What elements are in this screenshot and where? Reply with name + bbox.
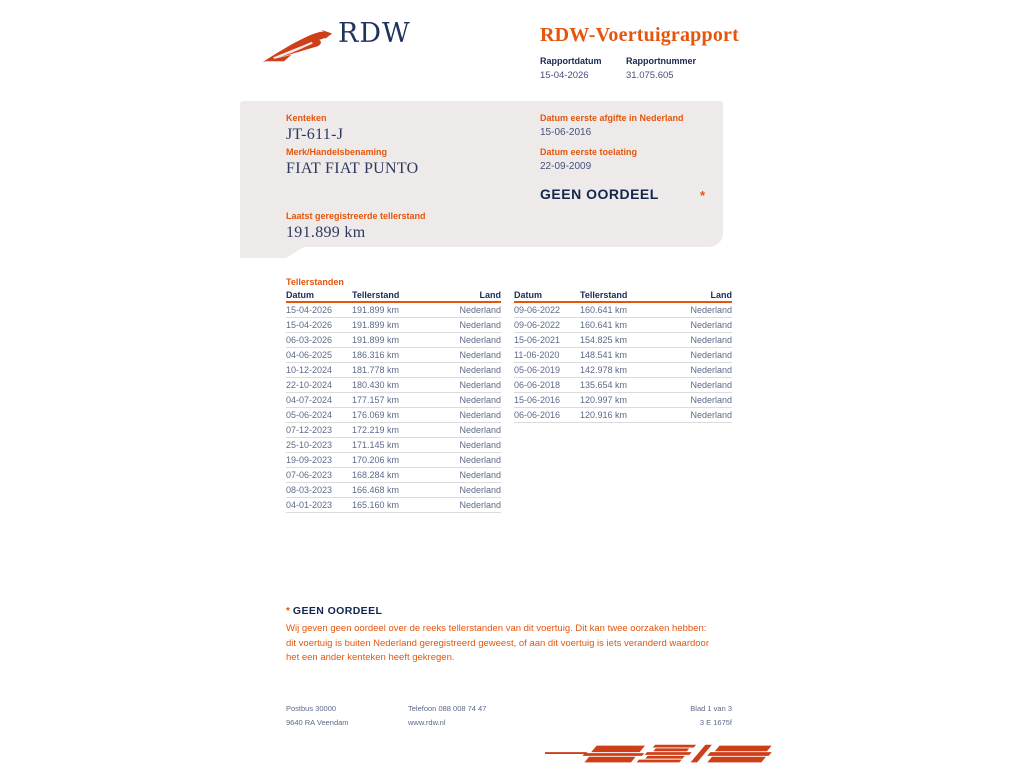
cell-tellerstand: 168.284 km [352,470,400,480]
cell-datum: 15-06-2016 [514,395,561,405]
cell-tellerstand: 160.641 km [580,305,628,315]
report-number [626,56,696,81]
geen-oordeel-footnote [286,605,710,666]
tellerstanden-table-left [286,290,501,513]
eerste-afgifte-label: Datum eerste afgifte in Nederland [540,113,684,123]
cell-land: Nederland [459,380,501,390]
footer-address-line1: Postbus 30000 [286,704,337,713]
column-header-datum: Datum [286,290,315,300]
tellerstanden-section-title: Tellerstanden [286,277,344,287]
footnote-title: GEEN OORDEEL [292,605,383,617]
cell-datum: 05-06-2024 [286,410,333,420]
cell-datum: 05-06-2019 [514,365,561,375]
cell-land: Nederland [690,335,732,345]
cell-land: Nederland [690,320,732,330]
tellerstanden-table-right [514,290,732,513]
table-row [286,318,501,333]
eerste-toelating-field [540,147,637,172]
oordeel-footnote-marker: * [700,188,706,203]
cell-tellerstand: 165.160 km [352,500,400,510]
merk-value: FIAT FIAT PUNTO [286,160,419,177]
cell-tellerstand: 191.899 km [352,320,400,330]
cell-land: Nederland [459,350,501,360]
table-row [286,333,501,348]
cell-datum: 06-03-2026 [286,335,333,345]
column-header-datum: Datum [514,290,543,300]
cell-land: Nederland [459,440,501,450]
table-row [514,378,732,393]
cell-land: Nederland [459,410,501,420]
table-row [514,303,732,318]
laatste-tellerstand-value: 191.899 km [286,224,366,241]
cell-datum: 15-04-2026 [286,320,333,330]
table-row [286,453,501,468]
table-header [514,290,732,303]
kenteken-field [286,113,343,144]
footnote-marker: * [286,606,290,617]
footer-website-link[interactable]: www.rdw.nl [408,718,446,727]
laatste-tellerstand-field [286,211,426,242]
table-row [286,483,501,498]
report-number-value: 31.075.605 [626,70,674,81]
cell-land: Nederland [690,350,732,360]
cell-tellerstand: 160.641 km [580,320,628,330]
cell-datum: 04-01-2023 [286,500,333,510]
cell-land: Nederland [459,485,501,495]
cell-tellerstand: 191.899 km [352,335,400,345]
cell-datum: 08-03-2023 [286,485,333,495]
cell-datum: 15-06-2021 [514,335,561,345]
kenteken-label: Kenteken [286,113,327,123]
table-row [514,363,732,378]
merk-label: Merk/Handelsbenaming [286,147,388,157]
rdw-logo [260,20,411,66]
cell-datum: 06-06-2018 [514,380,561,390]
cell-land: Nederland [459,425,501,435]
footer-address [286,702,349,730]
cell-tellerstand: 120.916 km [580,410,628,420]
cell-tellerstand: 154.825 km [580,335,628,345]
cell-tellerstand: 180.430 km [352,380,400,390]
cell-datum: 22-10-2024 [286,380,333,390]
cell-datum: 25-10-2023 [286,440,333,450]
table-row [286,348,501,363]
cell-land: Nederland [459,305,501,315]
table-row [286,498,501,513]
footer-form-code: 3 E 1675f [699,718,732,727]
rdw-logo-text: RDW [338,18,411,49]
cell-datum: 09-06-2022 [514,320,561,330]
cell-tellerstand: 172.219 km [352,425,400,435]
cell-datum: 10-12-2024 [286,365,333,375]
report-meta [540,56,696,81]
table-row [286,363,501,378]
oordeel-status: GEEN OORDEEL [540,186,659,202]
tellerstanden-tables [286,290,732,513]
cell-land: Nederland [690,395,732,405]
table-row [286,468,501,483]
cell-tellerstand: 170.206 km [352,455,400,465]
cell-datum: 19-09-2023 [286,455,333,465]
cell-tellerstand: 186.316 km [352,350,400,360]
cell-tellerstand: 171.145 km [352,440,400,450]
table-row [514,393,732,408]
cell-datum: 07-12-2023 [286,425,333,435]
cell-datum: 15-04-2026 [286,305,333,315]
table-row [286,438,501,453]
cell-land: Nederland [690,305,732,315]
cell-tellerstand: 120.997 km [580,395,628,405]
cell-datum: 09-06-2022 [514,305,561,315]
footer-page-number: Blad 1 van 3 [690,704,732,713]
table-row [286,393,501,408]
rdw-wing-icon [260,24,334,66]
cell-datum: 06-06-2016 [514,410,561,420]
report-number-label: Rapportnummer [626,56,697,66]
cell-tellerstand: 176.069 km [352,410,400,420]
cell-tellerstand: 142.978 km [580,365,628,375]
cell-datum: 11-06-2020 [514,350,560,360]
cell-tellerstand: 148.541 km [580,350,628,360]
report-date-value: 15-04-2026 [540,70,589,81]
cell-land: Nederland [690,410,732,420]
cell-land: Nederland [459,320,501,330]
table-row [286,408,501,423]
cell-land: Nederland [459,470,501,480]
cell-land: Nederland [459,455,501,465]
table-row [286,423,501,438]
cell-land: Nederland [690,380,732,390]
footnote-text: Wij geven geen oordeel over de reeks tellerstanden van dit voertuig. Dit kan twee oorzaken hebben: dit voertuig is buiten Nederland geregistreerd geweest, of aan dit voertuig is iets veranderd waardoor het een ander kenteken heeft gekregen. [286,623,709,663]
table-row [286,303,501,318]
cell-tellerstand: 181.778 km [352,365,400,375]
eerste-afgifte-value: 15-06-2016 [540,127,592,138]
eerste-toelating-value: 22-09-2009 [540,161,592,172]
cell-tellerstand: 135.654 km [580,380,628,390]
cell-land: Nederland [690,365,732,375]
merk-field [286,147,419,178]
table-row [514,348,732,363]
cell-datum: 04-06-2025 [286,350,333,360]
vehicle-summary-box [240,101,723,247]
column-header-land: Land [479,290,501,300]
footnote-heading [286,605,710,617]
eerste-afgifte-field [540,113,684,138]
footer-contact [408,702,486,730]
column-header-tellerstand: Tellerstand [580,290,628,300]
report-date-label: Rapportdatum [540,56,602,66]
table-row [514,318,732,333]
table-row [286,378,501,393]
cell-land: Nederland [459,335,501,345]
laatste-tellerstand-label: Laatst geregistreerde tellerstand [286,211,426,221]
cell-land: Nederland [459,395,501,405]
footer-phone: Telefoon 088 008 74 47 [408,704,487,713]
cell-datum: 07-06-2023 [286,470,333,480]
cell-tellerstand: 177.157 km [352,395,400,405]
report-title: RDW-Voertuigrapport [540,24,739,46]
table-row [514,408,732,423]
footer-page-info [690,702,732,730]
diagonal-stripes-pattern [545,742,787,766]
cell-land: Nederland [459,365,501,375]
kenteken-value: JT-611-J [286,126,344,143]
column-header-land: Land [710,290,732,300]
cell-tellerstand: 191.899 km [352,305,400,315]
eerste-toelating-label: Datum eerste toelating [540,147,638,157]
table-header [286,290,501,303]
cell-datum: 04-07-2024 [286,395,333,405]
report-date [540,56,604,81]
cell-tellerstand: 166.468 km [352,485,400,495]
footer-address-line2: 9640 RA Veendam [286,718,349,727]
cell-land: Nederland [459,500,501,510]
column-header-tellerstand: Tellerstand [352,290,400,300]
vehicle-summary-box-tab [240,247,304,258]
table-row [514,333,732,348]
